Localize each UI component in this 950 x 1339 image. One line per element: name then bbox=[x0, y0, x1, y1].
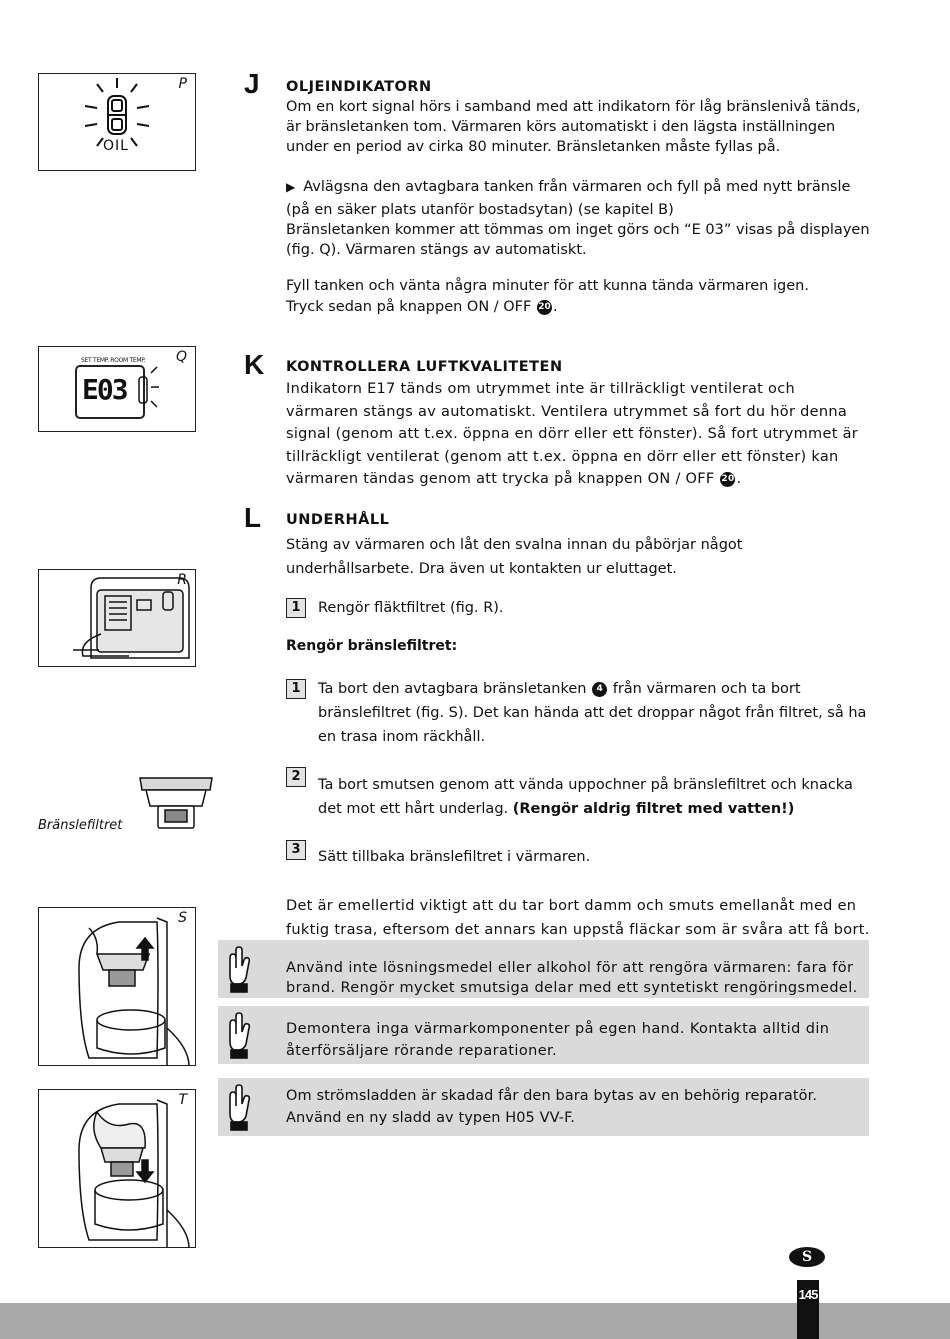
bullet-arrow-icon: ▶ bbox=[286, 180, 296, 194]
figure-t bbox=[38, 1089, 196, 1248]
section-j-paragraph-2 bbox=[286, 200, 870, 260]
section-l-letter: L bbox=[244, 502, 262, 533]
figure-q-letter: Q bbox=[175, 349, 187, 365]
section-j-p2-line2: Bränsletanken kommer att tömmas om inget görs och “E 03” visas på displayen (fig. Q). Värmaren stängs av automatiskt. bbox=[286, 222, 870, 258]
section-k-text: Indikatorn E17 tänds om utrymmet inte är tillräckligt ventilerat och värmaren stängs av automatiskt. Ventilera utrymmet så fort du hör denna signal (genom att t.ex. öppna en dörr eller ett fönster). Så fort utrymmet är tillräckligt ventilerat (genom att t.ex. öppna en dörr eller ett fönster) kan värmaren tändas genom att trycka på knappen ON / OFF bbox=[286, 381, 859, 487]
step-2-warning: (Rengör aldrig filtret med vatten!) bbox=[512, 801, 795, 817]
step-1-text-b: från värmaren och ta bort bränslefiltret (fig. S). Det kan hända att det droppar något från filtret, så ha en trasa inom räckhåll. bbox=[318, 681, 867, 745]
step-1-text-a: Ta bort den avtagbara bränsletanken bbox=[318, 681, 587, 697]
section-k-paragraph bbox=[286, 378, 870, 491]
step-fan-text: Rengör fläktfiltret (fig. R). bbox=[318, 600, 504, 616]
section-j-bullet-text: Avlägsna den avtagbara tanken från värmaren och fyll på med nytt bränsle bbox=[303, 179, 851, 195]
fuel-filter-icon bbox=[138, 774, 214, 832]
section-j-letter: J bbox=[244, 68, 260, 99]
step-2-text bbox=[318, 773, 870, 821]
figure-q bbox=[38, 346, 196, 432]
language-badge: S bbox=[789, 1247, 825, 1267]
filter-caption: Bränslefiltret bbox=[38, 818, 123, 833]
warning-hand-icon bbox=[222, 946, 254, 994]
page-number: 145 bbox=[798, 1287, 818, 1302]
section-j-title: OLJEINDIKATORN bbox=[286, 79, 432, 95]
fuel-filter-heading: Rengör bränslefiltret: bbox=[286, 638, 458, 654]
step-2-text-a: Ta bort smutsen genom att vända uppochner på bränslefiltret och knacka det mot ett hårt underlag. bbox=[318, 777, 853, 817]
step-1-text bbox=[318, 677, 870, 749]
step-3-text: Sätt tillbaka bränslefiltret i värmaren. bbox=[318, 849, 591, 865]
section-l-title: UNDERHÅLL bbox=[286, 512, 390, 528]
figure-r-letter: R bbox=[177, 572, 187, 588]
figure-p bbox=[38, 73, 196, 171]
section-j-paragraph-3 bbox=[286, 276, 870, 318]
oil-label: OIL bbox=[103, 138, 129, 154]
section-j-p2-line1: (på en säker plats utanför bostadsytan) (se kapitel B) bbox=[286, 202, 674, 218]
warning-text-1: Använd inte lösningsmedel eller alkohol för att rengöra värmaren: fara för brand. Rengör mycket smutsiga delar med ett syntetiskt rengöringsmedel. bbox=[286, 960, 858, 996]
figure-r bbox=[38, 569, 196, 667]
lcd-header-label: SET TEMP. ROOM TEMP. bbox=[81, 357, 146, 364]
section-j-p3-end: . bbox=[552, 299, 558, 315]
warning-hand-icon bbox=[222, 1012, 254, 1060]
section-k-title: KONTROLLERA LUFTKVALITETEN bbox=[286, 359, 563, 375]
figure-s-letter: S bbox=[178, 910, 187, 926]
section-j-p3-line1: Fyll tanken och vänta några minuter för att kunna tända värmaren igen. bbox=[286, 278, 809, 294]
button-ref-20-icon: 20 bbox=[537, 300, 552, 315]
section-j-bullet bbox=[286, 177, 870, 197]
figure-p-letter: P bbox=[178, 76, 187, 92]
warning-hand-icon bbox=[222, 1084, 254, 1132]
lcd-blink-icon bbox=[135, 365, 175, 425]
filter-removal-icon bbox=[39, 908, 197, 1067]
button-ref-20-icon: 20 bbox=[720, 472, 735, 487]
heater-back-icon bbox=[39, 570, 197, 668]
section-j-paragraph-1: Om en kort signal hörs i samband med att indikatorn för låg bränslenivå tänds, är bränsletanken tom. Värmaren körs automatiskt i den lägsta inställningen under en period av cirka 80 minuter. Bränsletanken måste fyllas på. bbox=[286, 99, 861, 155]
section-l-paragraph-2: Det är emellertid viktigt att du tar bort damm och smuts emellanåt med en fuktig trasa, eftersom det annars kan uppstå fläckar som är svåra att få bort. bbox=[286, 898, 870, 938]
step-fan-number: 1 bbox=[286, 598, 306, 618]
warning-text-3: Om strömsladden är skadad får den bara bytas av en behörig reparatör. Använd en ny sladd av typen H05 VV-F. bbox=[286, 1088, 818, 1126]
tank-ref-4-icon: 4 bbox=[592, 682, 607, 697]
step-2-number: 2 bbox=[286, 767, 306, 787]
section-j-p3-line2: Tryck sedan på knappen ON / OFF bbox=[286, 299, 532, 315]
step-3-number: 3 bbox=[286, 840, 306, 860]
oil-indicator-icon bbox=[39, 74, 197, 172]
section-k-letter: K bbox=[244, 349, 265, 380]
warning-text-2: Demontera inga värmarkomponenter på egen hand. Kontakta alltid din återförsäljare rörande reparationer. bbox=[286, 1021, 830, 1059]
step-1-number: 1 bbox=[286, 679, 306, 699]
filter-insert-icon bbox=[39, 1090, 197, 1249]
section-k-end: . bbox=[736, 471, 742, 487]
lcd-display-code: E03 bbox=[82, 373, 127, 406]
figure-s bbox=[38, 907, 196, 1066]
section-l-paragraph-1: Stäng av värmaren och låt den svalna innan du påbörjar något underhållsarbete. Dra även ut kontakten ur eluttaget. bbox=[286, 537, 743, 577]
figure-t-letter: T bbox=[178, 1092, 187, 1108]
